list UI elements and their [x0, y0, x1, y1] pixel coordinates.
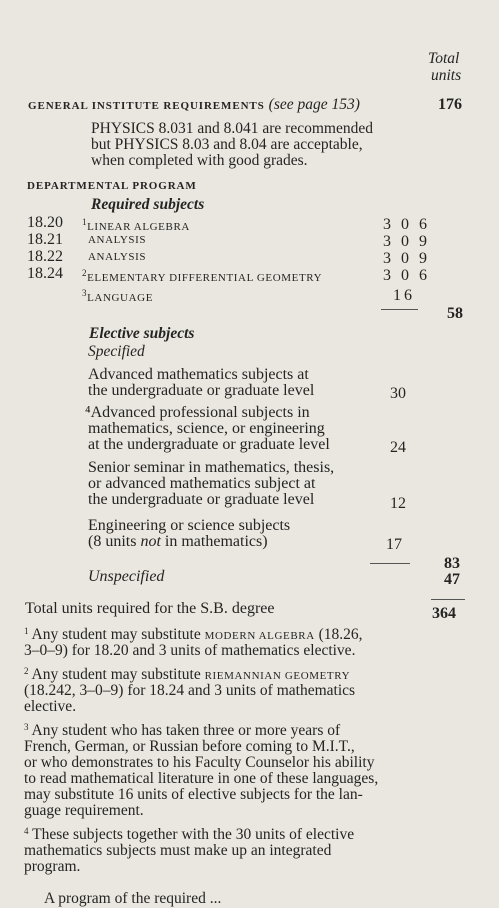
specified-subtotal-rule: [370, 563, 410, 564]
subject-name: ANALYSIS: [88, 251, 147, 263]
unspecified-label: Unspecified: [88, 568, 165, 585]
footnote-line: $^3$ Any student who has taken three or more years of: [24, 722, 341, 739]
footnote-line: 3–0–9) for 18.20 and 3 units of mathematics elective.: [24, 642, 356, 659]
elective-heading: Elective subjects: [89, 325, 195, 342]
elective-line: at the undergraduate or graduate level: [88, 436, 330, 453]
elective-line: or advanced mathematics subject at: [88, 475, 316, 492]
total-rule: [431, 599, 465, 600]
elective-units: 12: [390, 495, 406, 512]
footnote-line: mathematics subjects must make up an integrated: [24, 842, 332, 859]
total-units-header-1: Total: [428, 50, 460, 67]
elective-line: the undergraduate or graduate level: [88, 491, 315, 508]
footnote-line: elective.: [24, 698, 77, 715]
footnote-line: guage requirement.: [24, 802, 144, 819]
subject-units: 3 0 6: [383, 216, 430, 233]
elective-units: 24: [390, 439, 406, 456]
required-heading: Required subjects: [91, 196, 205, 213]
subject-units: 3 0 9: [383, 250, 430, 267]
elective-units: 17: [386, 536, 402, 553]
footnote-line: $^1$ Any student may substitute MODERN ALGEBRA (18.26,: [24, 626, 363, 643]
footnote-line: or who demonstrates to his Faculty Counselor his ability: [24, 754, 375, 771]
elective-line: Senior seminar in mathematics, thesis,: [88, 459, 335, 476]
specified-total: 83: [444, 555, 460, 572]
dept-label: DEPARTMENTAL PROGRAM: [27, 180, 197, 192]
total-label: Total units required for the S.B. degree: [25, 600, 275, 617]
unspecified-units: 47: [444, 571, 460, 588]
subject-number: 18.24: [27, 265, 63, 282]
elective-line: mathematics, science, or engineering: [88, 420, 325, 437]
trailing-text: A program of the required ...: [44, 890, 222, 907]
footnote-line: (18.242, 3–0–9) for 18.24 and 3 units of mathematics: [24, 682, 356, 699]
footnote-line: may substitute 16 units of elective subjects for the lan-: [24, 786, 363, 803]
footnote-line: program.: [24, 858, 81, 875]
gir-note-line-2: but PHYSICS 8.03 and 8.04 are acceptable,: [91, 136, 363, 153]
gir-note-line-1: PHYSICS 8.031 and 8.041 are recommended: [91, 120, 373, 137]
total-units: 364: [432, 605, 456, 622]
elective-line: Engineering or science subjects: [88, 517, 291, 534]
subject-number: 18.20: [27, 214, 63, 231]
required-subtotal-rule: [381, 309, 418, 310]
footnote-line: to read mathematical literature in one of these languages,: [24, 770, 379, 787]
gir-row: [28, 96, 360, 114]
gir-units: 176: [438, 96, 462, 113]
elective-units: 30: [390, 385, 406, 402]
subject-number: 18.22: [27, 248, 63, 265]
subject-number: 18.21: [27, 231, 63, 248]
footnote-line: $^4$ These subjects together with the 30 units of elective: [24, 826, 355, 843]
gir-note-line-3: when completed with good grades.: [91, 152, 308, 169]
subject-units: 3 0 9: [383, 233, 430, 250]
gir-label: GENERAL INSTITUTE REQUIREMENTS: [28, 100, 265, 112]
elective-line: Advanced mathematics subjects at: [88, 366, 309, 383]
gir-page-ref: (see page 153): [268, 96, 360, 113]
required-total: 58: [447, 305, 463, 322]
subject-name: ANALYSIS: [88, 234, 147, 246]
specified-heading: Specified: [88, 343, 145, 360]
subject-units: 3 0 6: [383, 267, 430, 284]
subject-name: $^2$ELEMENTARY DIFFERENTIAL GEOMETRY: [82, 268, 323, 284]
footnote-line: $^2$ Any student may substitute RIEMANNIAN GEOMETRY: [24, 666, 351, 683]
subject-units: 16: [393, 287, 415, 304]
total-units-header-2: units: [431, 67, 462, 84]
subject-name: $^3$LANGUAGE: [82, 288, 154, 304]
subject-name: $^1$LINEAR ALGEBRA: [82, 217, 190, 233]
elective-line: ⁴Advanced professional subjects in: [85, 404, 310, 421]
footnote-line: French, German, or Russian before coming to M.I.T.,: [24, 738, 355, 755]
elective-line: (8 units not in mathematics): [88, 533, 268, 550]
elective-line: the undergraduate or graduate level: [88, 382, 315, 399]
